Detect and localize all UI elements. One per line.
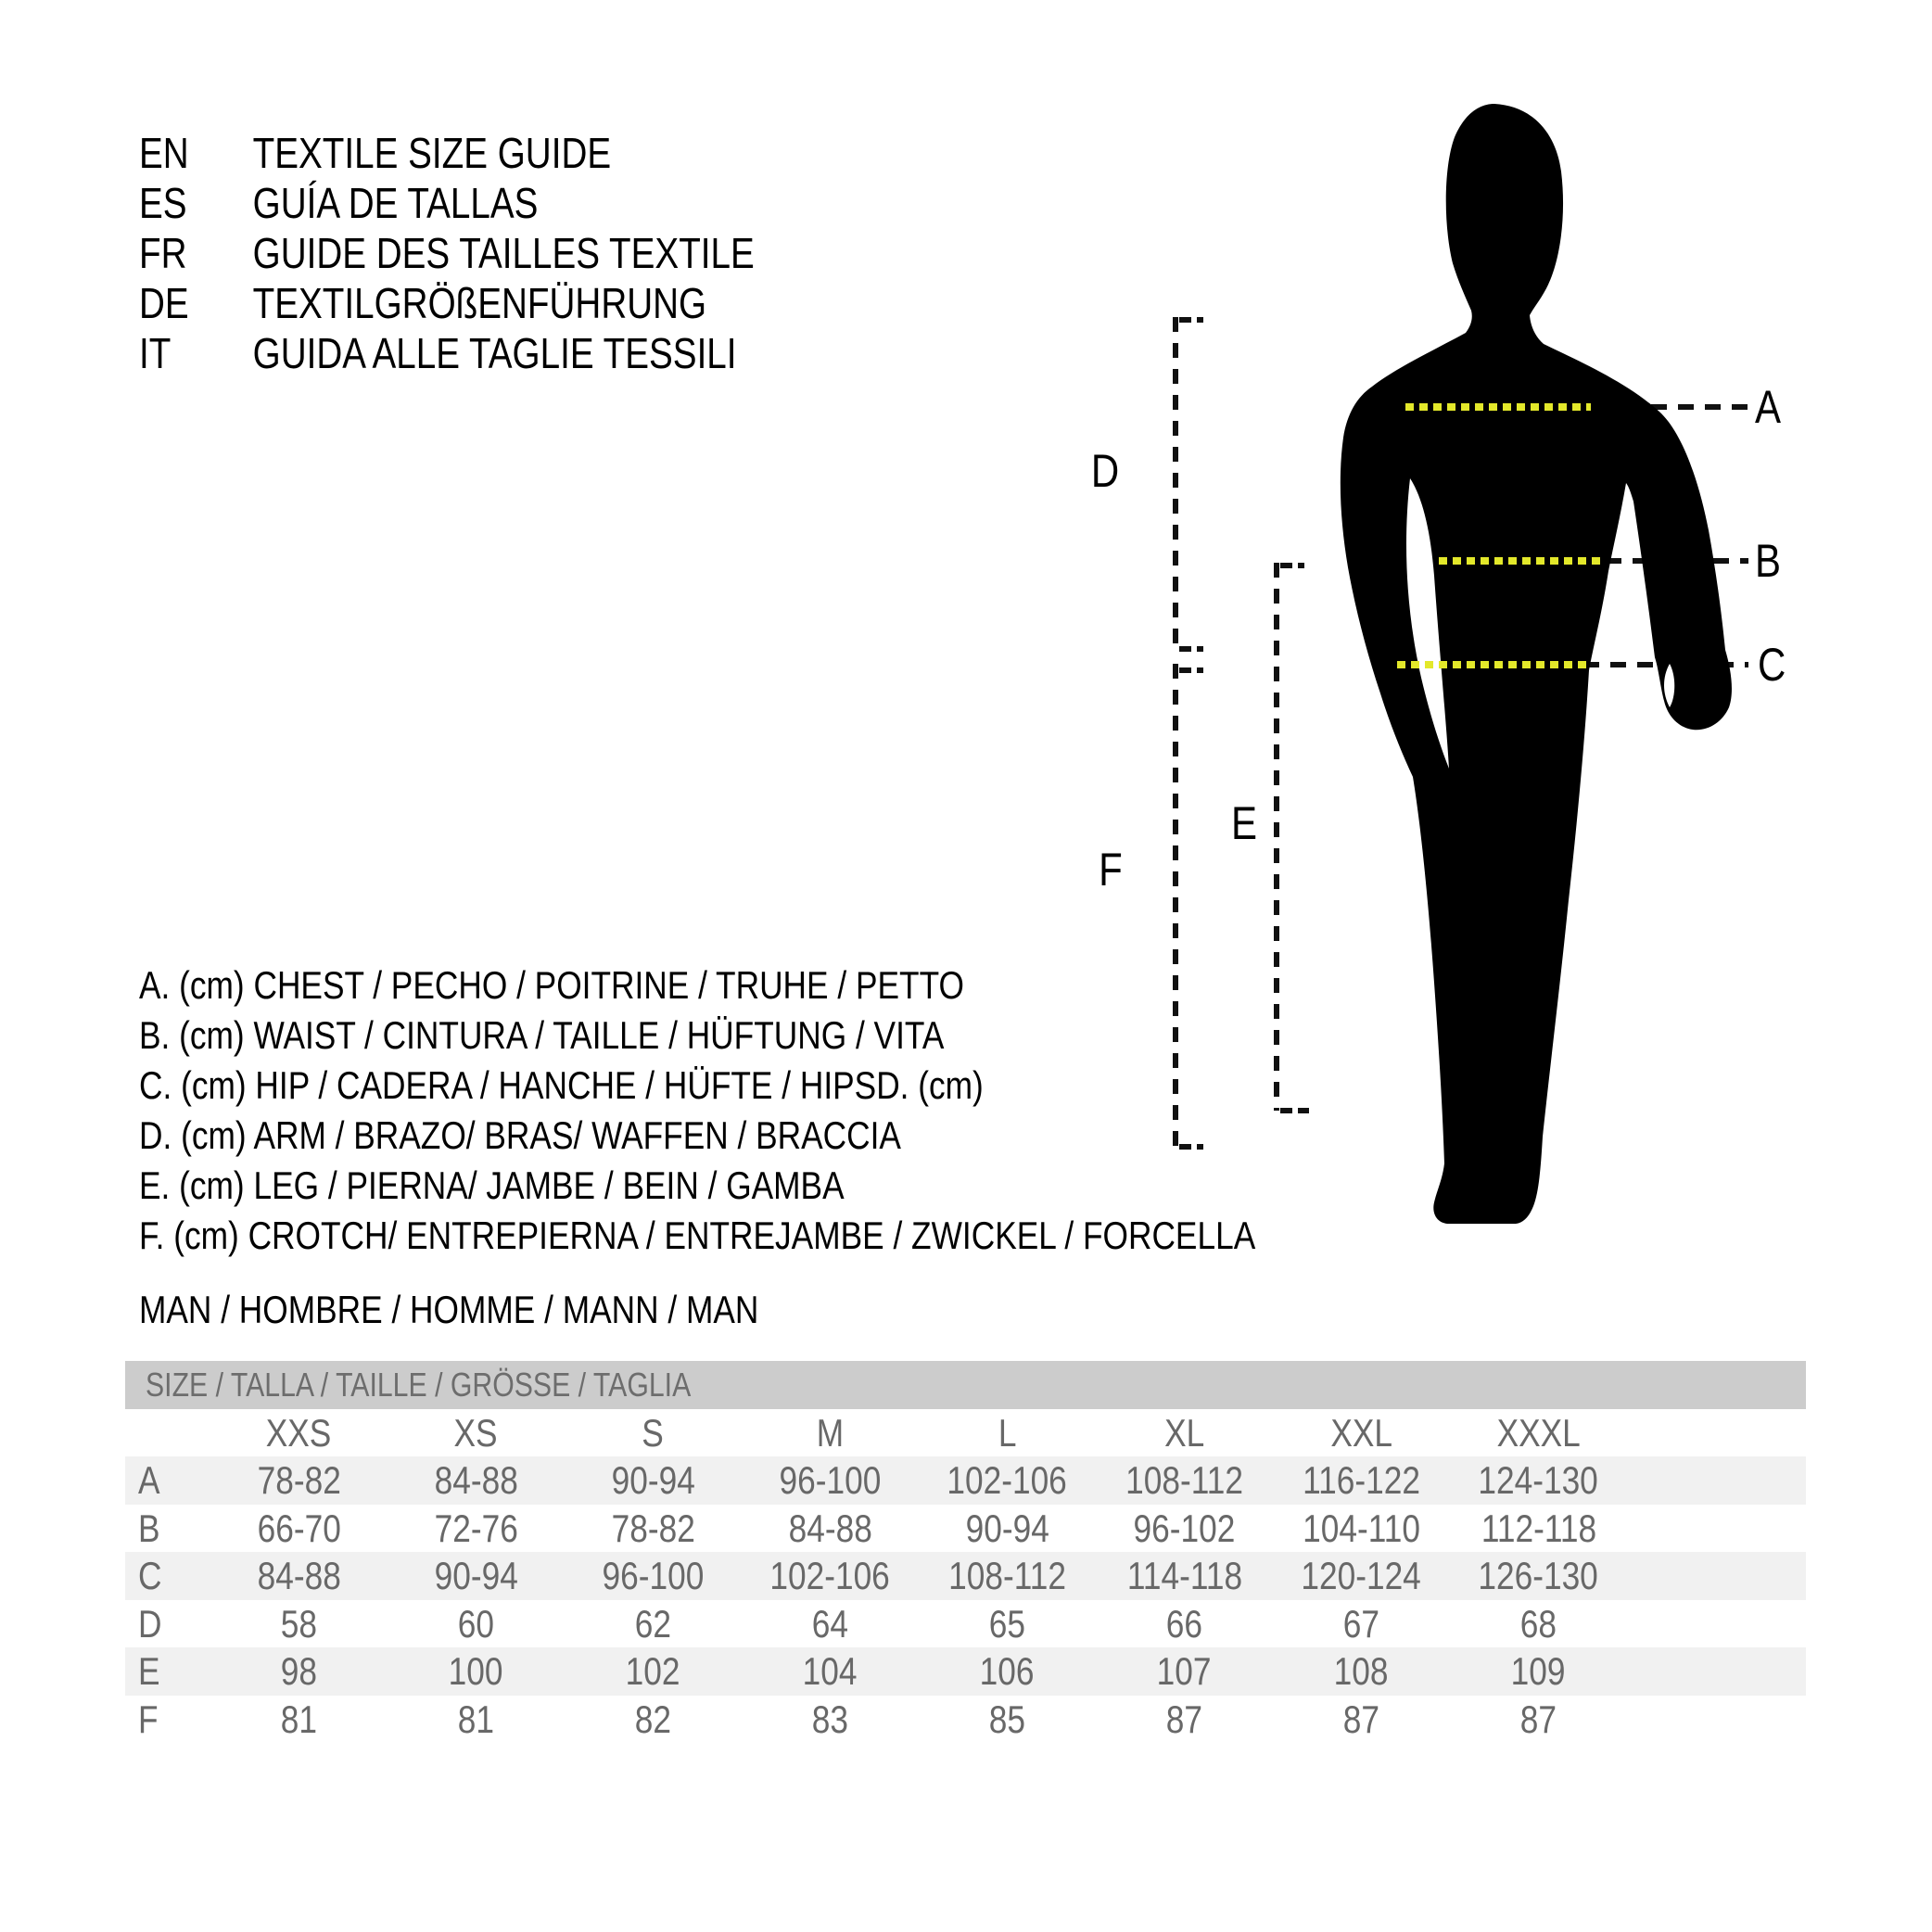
hip-label-c: C	[1758, 639, 1786, 691]
cell: 102-106	[947, 1458, 1068, 1502]
cell: 124-130	[1478, 1458, 1599, 1502]
cell: 64	[811, 1601, 849, 1646]
cell: 96-100	[779, 1458, 882, 1502]
leg-label-e: E	[1230, 797, 1258, 849]
size-col-s: S	[642, 1411, 665, 1455]
cell: 66	[1165, 1601, 1203, 1646]
lang-title: TEXTILGRÖßENFÜHRUNG	[252, 279, 707, 327]
cell: 84-88	[257, 1554, 341, 1597]
cell: 112-118	[1481, 1506, 1596, 1550]
cell: 102-106	[769, 1554, 891, 1597]
cell: 65	[988, 1601, 1026, 1646]
cell: 126-130	[1478, 1554, 1599, 1597]
measurement-legend	[139, 960, 1468, 1261]
cell: 83	[811, 1697, 849, 1741]
cell: 58	[280, 1601, 318, 1646]
cell: 78-82	[257, 1458, 341, 1502]
cell: 66-70	[257, 1506, 341, 1550]
cell: 81	[280, 1697, 318, 1741]
table-row-e	[125, 1647, 1806, 1696]
cell: 104	[803, 1649, 858, 1693]
cell: 85	[988, 1697, 1026, 1741]
cell: 78-82	[611, 1506, 695, 1550]
lang-code: EN	[139, 129, 189, 177]
legend-item-chest: A. (cm) CHEST / PECHO / POITRINE / TRUHE / PETTO	[139, 963, 964, 1007]
arm-label-d: D	[1090, 445, 1120, 497]
cell: 90-94	[965, 1506, 1049, 1550]
size-table-header-bar	[125, 1361, 1806, 1409]
cell: 108-112	[948, 1554, 1066, 1597]
table-row-f	[125, 1696, 1806, 1744]
cell: 60	[457, 1601, 495, 1646]
cell: 98	[280, 1649, 318, 1693]
lang-title: TEXTILE SIZE GUIDE	[252, 129, 612, 177]
cell: 87	[1519, 1697, 1557, 1741]
size-col-m: M	[816, 1411, 845, 1455]
cell: 96-100	[602, 1554, 705, 1597]
table-row-b	[125, 1505, 1806, 1553]
size-col-xxs: XXS	[266, 1411, 332, 1455]
legend-item-hip: C. (cm) HIP / CADERA / HANCHE / HÜFTE / HIPSD. (cm)	[139, 1063, 984, 1107]
row-label: B	[138, 1506, 160, 1550]
cell: 116-122	[1303, 1458, 1420, 1502]
cell: 109	[1511, 1649, 1566, 1693]
size-col-xs: XS	[453, 1411, 499, 1455]
cell: 84-88	[788, 1506, 872, 1550]
row-label: E	[138, 1649, 160, 1693]
lang-code: FR	[139, 229, 187, 277]
legend-item-crotch: F. (cm) CROTCH/ ENTREPIERNA / ENTREJAMBE / ZWICKEL / FORCELLA	[139, 1214, 1256, 1257]
cell: 72-76	[434, 1506, 518, 1550]
table-row-c	[125, 1552, 1806, 1600]
cell: 107	[1157, 1649, 1212, 1693]
legend-item-leg: E. (cm) LEG / PIERNA/ JAMBE / BEIN / GAMBA	[139, 1163, 845, 1207]
cell: 90-94	[611, 1458, 695, 1502]
lang-title: GUIDE DES TAILLES TEXTILE	[252, 229, 755, 277]
size-col-xl: XL	[1163, 1411, 1205, 1455]
cell: 108	[1334, 1649, 1389, 1693]
size-col-xxxl: XXXL	[1496, 1411, 1581, 1455]
table-row-a	[125, 1456, 1806, 1505]
crotch-label-f: F	[1099, 844, 1123, 896]
lang-code: ES	[139, 179, 187, 227]
cell: 120-124	[1301, 1554, 1422, 1597]
cell: 108-112	[1125, 1458, 1243, 1502]
size-col-xxl: XXL	[1330, 1411, 1392, 1455]
cell: 67	[1342, 1601, 1380, 1646]
lang-code: IT	[139, 329, 172, 377]
cell: 100	[449, 1649, 503, 1693]
row-label: C	[138, 1554, 162, 1597]
table-row-d	[125, 1600, 1806, 1648]
row-label: D	[138, 1601, 162, 1646]
waist-label-b: B	[1755, 535, 1782, 587]
size-table	[125, 1361, 1806, 1743]
cell: 81	[457, 1697, 495, 1741]
audience-line: MAN / HOMBRE / HOMME / MANN / MAN	[139, 1288, 759, 1331]
cell: 62	[634, 1601, 672, 1646]
size-table-title: SIZE / TALLA / TAILLE / GRÖSSE / TAGLIA	[146, 1366, 692, 1404]
size-col-l: L	[998, 1411, 1017, 1455]
cell: 90-94	[434, 1554, 518, 1597]
chest-label-a: A	[1755, 381, 1782, 433]
row-label: A	[138, 1458, 160, 1502]
lang-code: DE	[139, 279, 189, 327]
cell: 82	[634, 1697, 672, 1741]
cell: 68	[1519, 1601, 1557, 1646]
legend-item-waist: B. (cm) WAIST / CINTURA / TAILLE / HÜFTUNG / VITA	[139, 1013, 945, 1057]
row-label: F	[138, 1697, 159, 1741]
cell: 87	[1165, 1697, 1203, 1741]
lang-title: GUIDA ALLE TAGLIE TESSILI	[252, 329, 737, 377]
cell: 87	[1342, 1697, 1380, 1741]
legend-item-arm: D. (cm) ARM / BRAZO/ BRAS/ WAFFEN / BRACCIA	[139, 1113, 901, 1157]
cell: 114-118	[1126, 1554, 1242, 1597]
cell: 84-88	[434, 1458, 518, 1502]
cell: 106	[980, 1649, 1035, 1693]
lang-title: GUÍA DE TALLAS	[252, 179, 539, 227]
cell: 102	[626, 1649, 680, 1693]
cell: 96-102	[1133, 1506, 1236, 1550]
size-header-row	[125, 1409, 1806, 1456]
cell: 104-110	[1303, 1506, 1420, 1550]
